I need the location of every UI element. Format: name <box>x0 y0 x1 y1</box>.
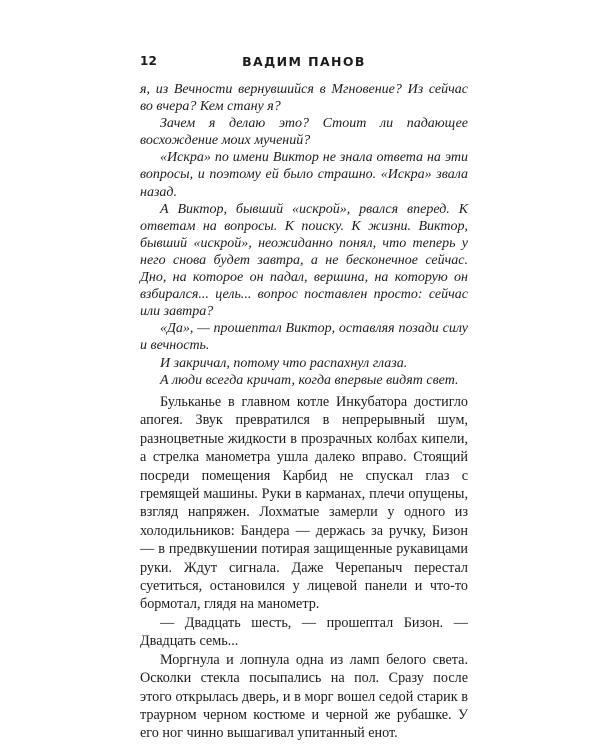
body-paragraph: Бульканье в главном котле Инкубатора достигло апогея. Звук превратился в непрерывный шум, разноцветные жидкости в прозрачных колбах кипели, а стрелка манометра ушла далеко вправо. Стоящий посреди помещения Карбид не спускал глаз с гремящей машины. Руки в карманах, плечи опущены, взгляд напряжен. Лохматые замерли у одного из холодильников: Бандера — держась за ручку, Бизон — в предвкушении потирая защищенные рукавицами руки. Ждут сигнала. Даже Черепаныч перестал суетиться, остановился у лицевой панели и что-то бормотал, глядя на манометр. <box>140 394 468 613</box>
italic-paragraph: «Да», — прошептал Виктор, оставляя позади силу и вечность. <box>140 321 468 354</box>
running-head-author: ВАДИМ ПАНОВ <box>242 54 366 69</box>
italic-paragraph: «Искра» по имени Виктор не знала ответа на эти вопросы, и поэтому ей было страшно. «Искра» звала назад. <box>140 150 468 200</box>
page-number: 12 <box>140 54 158 68</box>
italic-paragraph: Зачем я делаю это? Стоит ли падающее восхождение моих мучений? <box>140 116 468 149</box>
italic-paragraph: А Виктор, бывший «искрой», рвался вперед. К ответам на вопросы. К поиску. К жизни. Виктор, бывший «искрой», неожиданно понял, что теперь у него снова будет завтра, а не бесконечное сейчас. Дно, на которое он падал, вершина, на которую он взбирался... цель... вопрос поставлен просто: сейчас или завтра? <box>140 201 468 320</box>
italic-paragraph: И закричал, потому что распахнул глаза. <box>160 355 408 371</box>
italic-paragraph: я, из Вечности вернувшийся в Мгновение? Из сейчас во вчера? Кем стану я? <box>140 82 468 115</box>
italic-paragraph: А люди всегда кричат, когда впервые видят свет. <box>160 372 459 388</box>
page-header <box>140 54 468 74</box>
body-paragraph: Моргнула и лопнула одна из ламп белого света. Осколки стекла посыпались на пол. Сразу после этого открылась дверь, и в морг вошел седой старик в траурном черном костюме и черной же рубашке. У его ног чинно вышагивал упитанный енот. <box>140 651 468 742</box>
main-passage <box>140 393 468 743</box>
italic-passage <box>140 81 468 389</box>
body-paragraph: — Двадцать шесть, — прошептал Бизон. — Двадцать семь... <box>140 614 468 650</box>
